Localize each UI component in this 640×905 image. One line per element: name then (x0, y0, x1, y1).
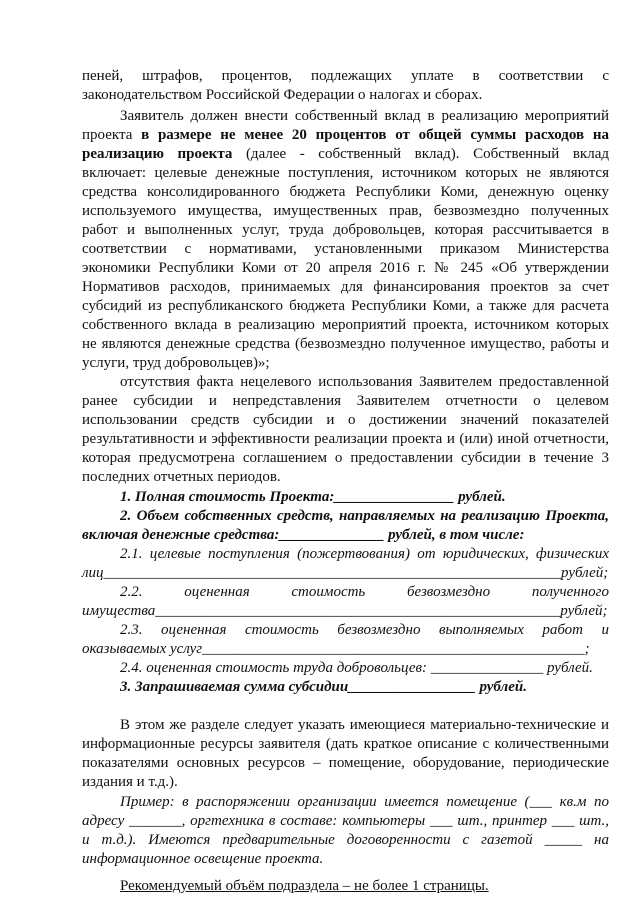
text-line: законодательством Российской Федерации о налогах и сборах. (82, 87, 483, 103)
text-line: отсутствия факта нецелевого использования Заявителем предоставленной (120, 374, 609, 390)
text-line: соответствии с нормативами, установленными приказом Министерства (82, 241, 609, 257)
text-line: реализацию проекта (далее - собственный вклад). Собственный вклад (82, 146, 609, 162)
text-line: Нормативов расходов, принимаемых для финансирования проектов за счет (82, 279, 609, 295)
own-funds-line: 2. Объем собственных средств, направляемых на реализацию Проекта, (120, 508, 609, 524)
text-line: средства консолидированного бюджета Республики Коми, денежную оценку (82, 184, 609, 200)
example-line: и т.д.). Имеются предварительные договоренности с газетой _____ на (82, 832, 609, 848)
text-line: последних отчетных периодов. (82, 469, 281, 485)
text-line: субсидий из республиканского бюджета Республики Коми, а также для расчета (82, 298, 609, 314)
text-line: информационные ресурсы заявителя (дать краткое описание с количественными (82, 736, 609, 752)
text-line: использовании средств субсидии и о достижении значений показателей (82, 412, 609, 428)
example-line: информационное освещение проекта. (82, 851, 324, 867)
text-line: услуги, труд добровольцев)»; (82, 355, 270, 371)
text-line: которая предусмотрена соглашением о предоставлении субсидии в течение 3 (82, 450, 609, 466)
text-line: 2.3. оцененная стоимость безвозмездно выполняемых работ и (120, 622, 609, 638)
text-line: издания и т.д.). (82, 774, 178, 790)
text-line: пеней, штрафов, процентов, подлежащих уплате в соответствии с (82, 68, 609, 84)
text-line: не являются денежные средства (безвозмездно полученное имущество, работы и (82, 336, 609, 352)
text-line: экономики Республики Коми от 20 апреля 2016 г. № 245 «Об утверждении (82, 260, 609, 276)
text-line: лиц_____________________________________________________________рублей; (82, 565, 609, 581)
text-line: Заявитель должен внести собственный вклад в реализацию мероприятий (120, 108, 609, 124)
text-line: ранее субсидии и непредставления Заявителем отчетности о целевом (82, 393, 609, 409)
text-line: показателями основных ресурсов – помещение, оборудование, периодические (82, 755, 609, 771)
text-line: собственного вклада в реализацию мероприятий проекта, источником которых (82, 317, 609, 333)
text-line: 2.1. целевые поступления (пожертвования) от юридических, физических (120, 546, 609, 562)
recommended-volume-note: Рекомендуемый объём подраздела – не более 1 страницы. (120, 878, 489, 894)
text-line: включает: целевые денежные поступления, источником которых не являются (82, 165, 609, 181)
total-cost-line: 1. Полная стоимость Проекта:________________ рублей. (120, 489, 506, 505)
text-line: В этом же разделе следует указать имеющиеся материально-технические и (120, 717, 609, 733)
text-line: оказываемых услуг___________________________________________________; (82, 641, 590, 657)
text-line: результативности и эффективности реализации проекта и (или) иной отчетности, (82, 431, 609, 447)
text-line: проекта в размере не менее 20 процентов от общей суммы расходов на (82, 127, 609, 143)
example-line: Пример: в распоряжении организации имеется помещение (___ кв.м по (120, 794, 609, 810)
text-line: работ и выполненных услуг, труда добровольцев, которая рассчитывается в (82, 222, 609, 238)
own-funds-line: включая денежные средства:______________ рублей, в том числе: (82, 527, 525, 543)
example-line: адресу _______, оргтехника в составе: компьютеры ___ шт., принтер ___ шт., (82, 813, 609, 829)
requested-subsidy-line: 3. Запрашиваемая сумма субсидии_________________ рублей. (120, 679, 527, 695)
text-line: 2.4. оцененная стоимость труда добровольцев: _______________ рублей. (120, 660, 593, 676)
text-line: имущества______________________________________________________рублей; (82, 603, 608, 619)
text-line: 2.2. оцененная стоимость безвозмездно полученного (120, 584, 609, 600)
text-line: используемого имущества, имущественных прав, безвозмездно полученных (82, 203, 609, 219)
